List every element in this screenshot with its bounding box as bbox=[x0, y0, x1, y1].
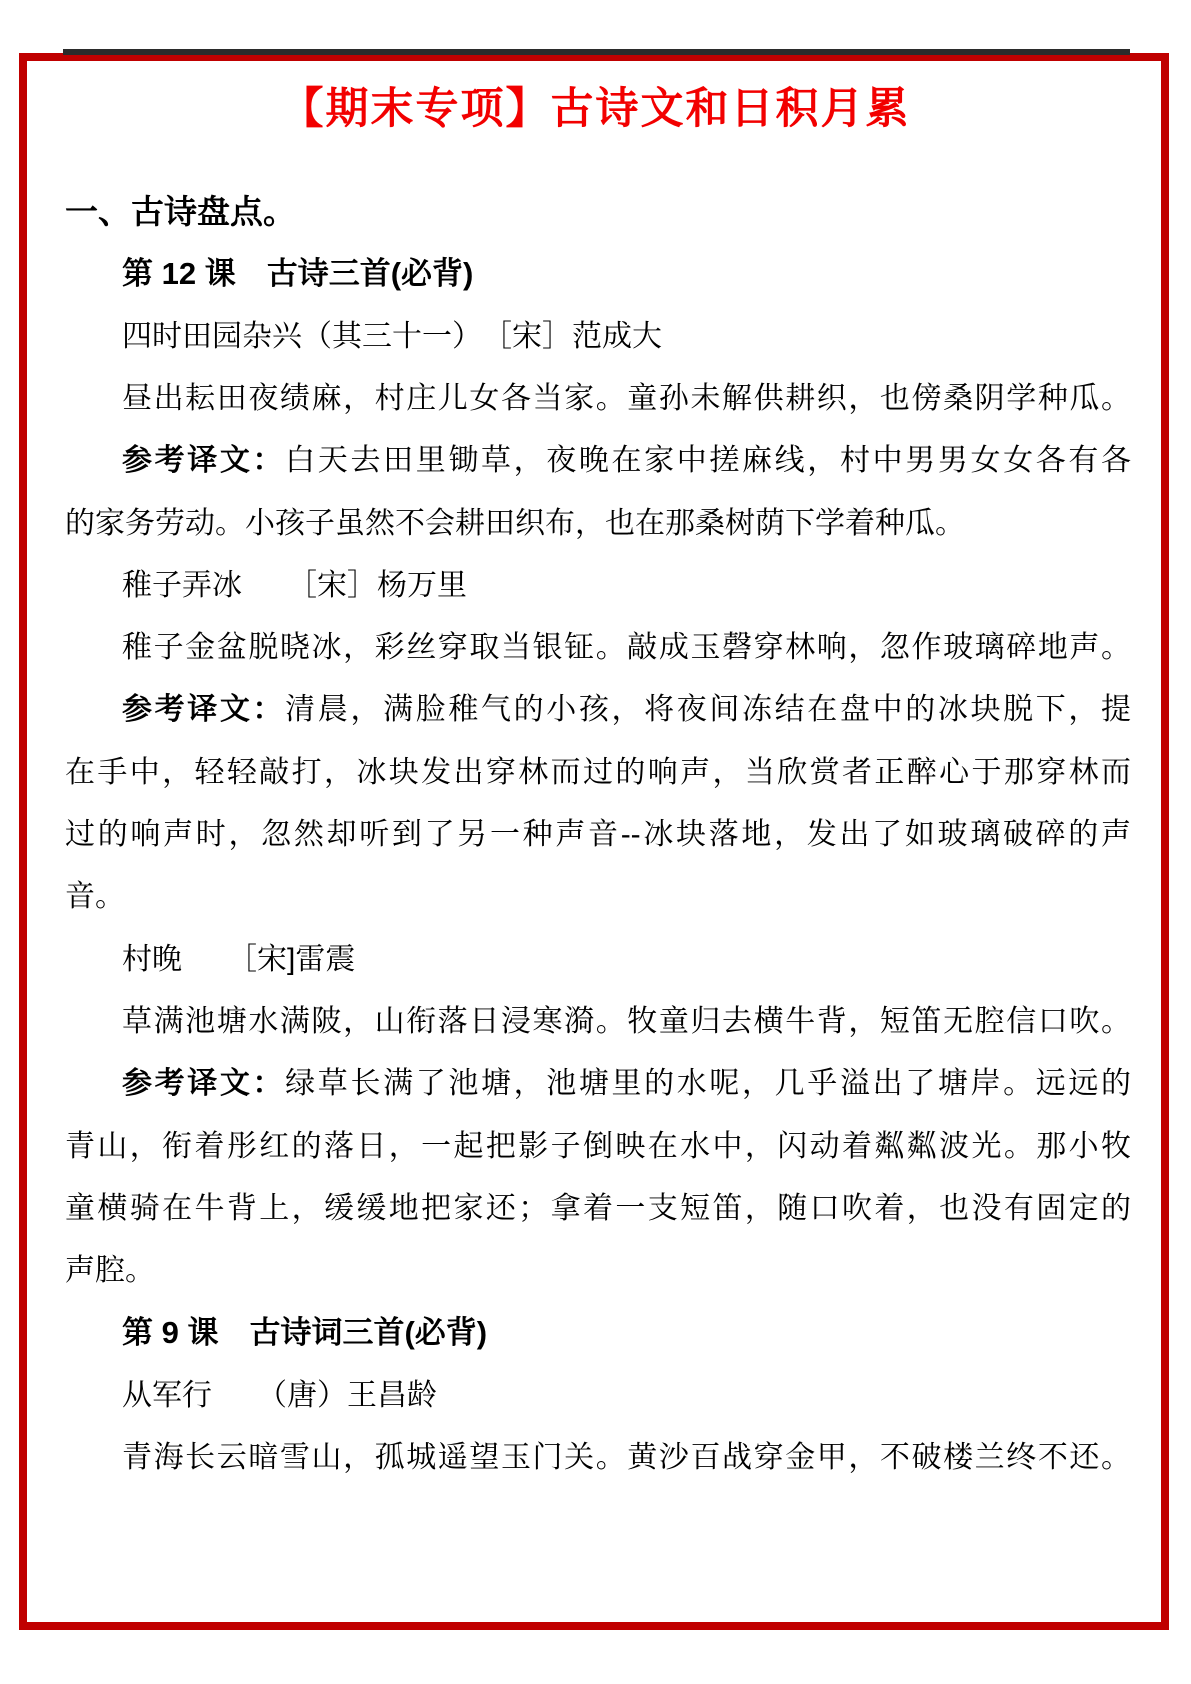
text-line: 的家务劳动。小孩子虽然不会耕田织布，也在那桑树荫下学着种瓜。 bbox=[65, 507, 965, 540]
text-line: 四时田园杂兴（其三十一） ［宋］范成大 bbox=[122, 320, 662, 353]
translation-text: 白天去田里锄草，夜晚在家中搓麻线，村中男男女女各有各 bbox=[285, 444, 1132, 477]
lesson-heading: 第 12 课 古诗三首(必背) bbox=[122, 256, 474, 291]
text-line: 草满池塘水满陂，山衔落日浸寒漪。牧童归去横牛背，短笛无腔信口吹。 bbox=[122, 1005, 1131, 1038]
text-line: 童横骑在牛背上，缓缓地把家还；拿着一支短笛，随口吹着，也没有固定的 bbox=[65, 1192, 1131, 1225]
document-title: 【期末专项】古诗文和日积月累 bbox=[280, 86, 911, 133]
lesson-heading: 第 9 课 古诗词三首(必背) bbox=[122, 1315, 488, 1350]
translation-text: 清晨，满脸稚气的小孩，将夜间冻结在盘中的冰块脱下，提 bbox=[285, 693, 1132, 726]
text-line: 音。 bbox=[65, 880, 125, 913]
translation-label: 参考译文： bbox=[122, 693, 286, 726]
translation-line bbox=[122, 430, 1131, 492]
text-line: 青海长云暗雪山，孤城遥望玉门关。黄沙百战穿金甲，不破楼兰终不还。 bbox=[122, 1441, 1131, 1474]
translation-label: 参考译文： bbox=[122, 1067, 286, 1100]
text-line: 稚子弄冰 ［宋］杨万里 bbox=[122, 569, 467, 602]
translation-line bbox=[122, 1053, 1131, 1115]
text-line: 村晚 ［宋]雷震 bbox=[122, 943, 356, 976]
text-line: 从军行 （唐）王昌龄 bbox=[122, 1379, 437, 1412]
text-line: 过的响声时，忽然却听到了另一种声音--冰块落地，发出了如玻璃破碎的声 bbox=[65, 818, 1131, 851]
text-line: 声腔。 bbox=[65, 1254, 155, 1287]
text-line: 稚子金盆脱晓冰，彩丝穿取当银钲。敲成玉磬穿林响，忽作玻璃碎地声。 bbox=[122, 631, 1131, 664]
section-heading: 一、古诗盘点。 bbox=[65, 193, 296, 230]
text-line: 昼出耘田夜绩麻，村庄儿女各当家。童孙未解供耕织，也傍桑阴学种瓜。 bbox=[122, 382, 1131, 415]
text-line: 在手中，轻轻敲打，冰块发出穿林而过的响声，当欣赏者正醉心于那穿林而 bbox=[65, 756, 1131, 789]
text-line: 青山，衔着彤红的落日，一起把影子倒映在水中，闪动着粼粼波光。那小牧 bbox=[65, 1130, 1131, 1163]
translation-line bbox=[122, 679, 1131, 741]
translation-text: 绿草长满了池塘，池塘里的水呢，几乎溢出了塘岸。远远的 bbox=[285, 1067, 1132, 1100]
translation-label: 参考译文： bbox=[122, 444, 286, 477]
